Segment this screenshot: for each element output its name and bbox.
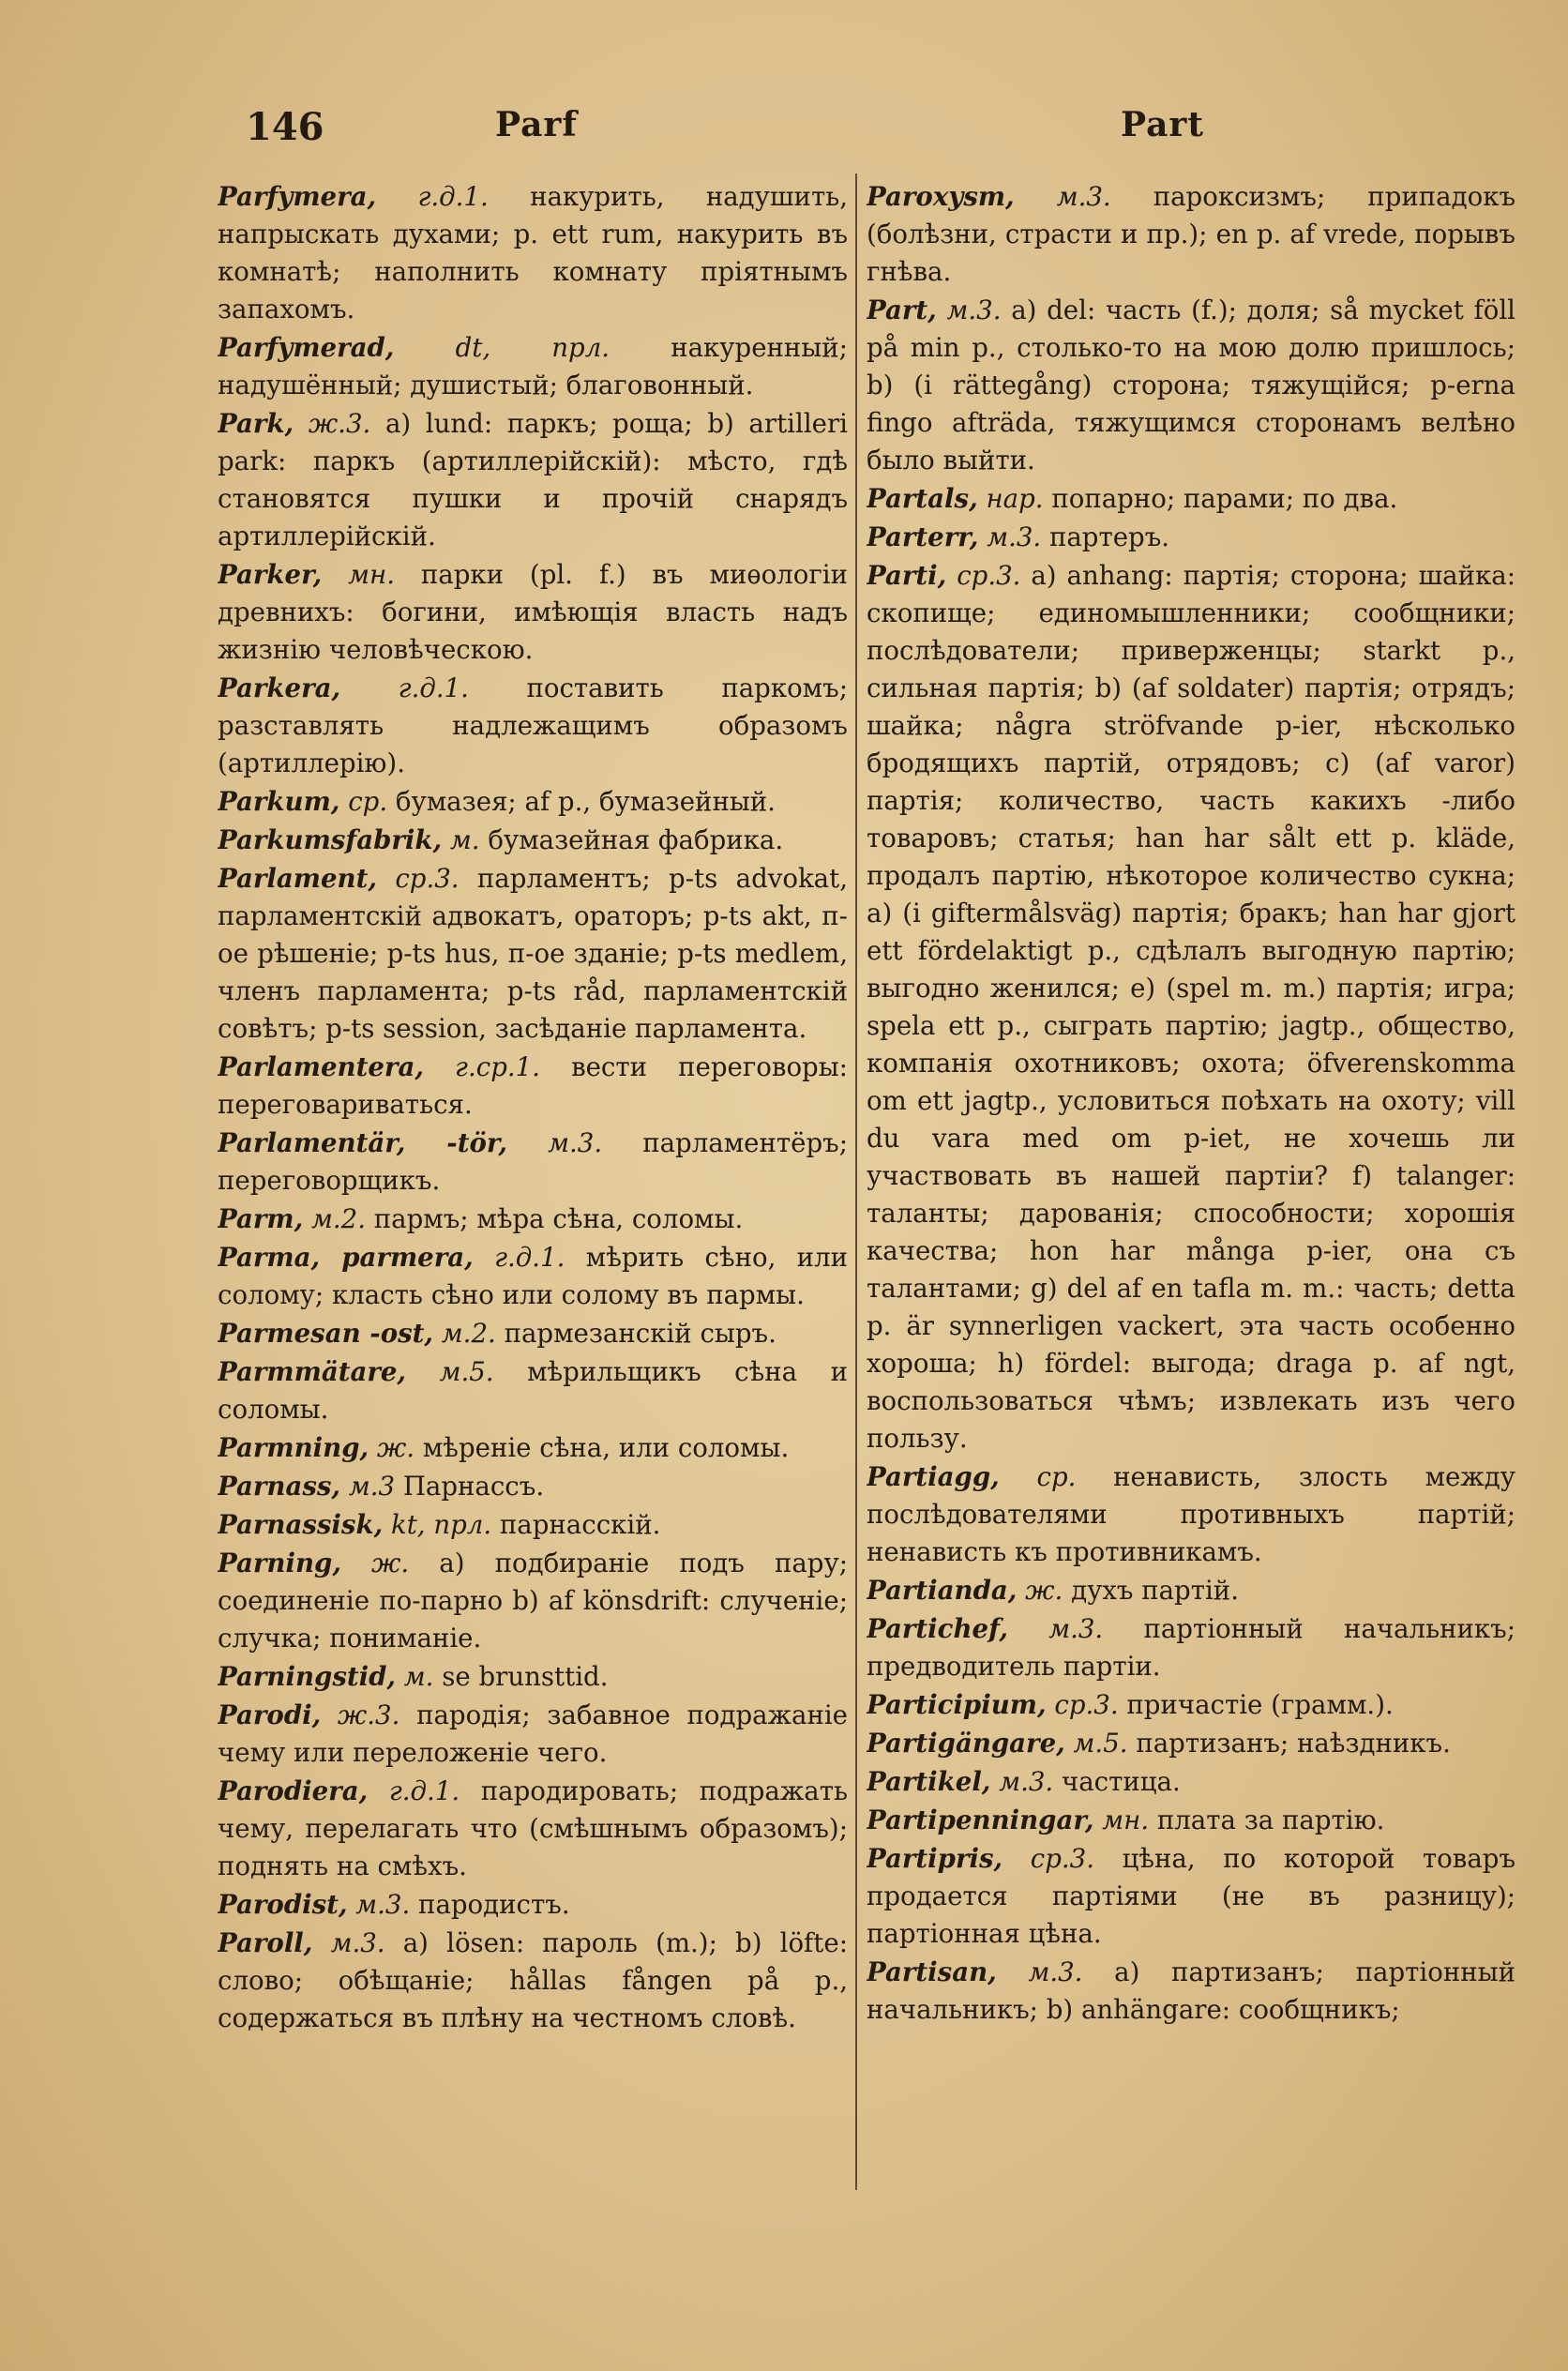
entry-grammar: нар. — [986, 483, 1044, 514]
dictionary-entry — [218, 1697, 848, 1772]
entry-headword: Partiagg, — [867, 1461, 1000, 1492]
entry-grammar: ср.3. — [395, 863, 460, 894]
entry-grammar: м.3 — [348, 1471, 396, 1502]
entry-definition: парламентёръ; переговорщикъ. — [218, 1127, 848, 1196]
entry-definition: плата за партію. — [1156, 1805, 1385, 1835]
entry-headword: Parmning, — [218, 1432, 369, 1463]
dictionary-entry — [218, 822, 848, 859]
entry-headword: Parfymerad, — [218, 332, 395, 363]
entry-headword: Parnass, — [218, 1471, 341, 1502]
dictionary-entry — [218, 1545, 848, 1657]
entry-grammar: м. — [403, 1661, 434, 1692]
entry-headword: Partigängare, — [867, 1728, 1065, 1759]
entry-headword: Parodist, — [218, 1889, 348, 1920]
entry-definition: бумазея; af p., бумазейный. — [395, 786, 776, 817]
dictionary-entry — [218, 1049, 848, 1124]
dictionary-entry — [867, 1725, 1515, 1762]
entry-grammar: м.3. — [1056, 181, 1111, 212]
entry-headword: Partipenningar, — [867, 1805, 1094, 1835]
dictionary-entry — [218, 670, 848, 782]
dictionary-entry — [867, 1802, 1515, 1839]
column-divider — [855, 174, 857, 2190]
entry-grammar: ср. — [348, 786, 388, 817]
entry-definition: вести переговоры: переговариваться. — [218, 1051, 848, 1120]
dictionary-entry — [867, 292, 1515, 479]
entry-grammar: м.5. — [1073, 1728, 1128, 1759]
entry-grammar: мн. — [348, 559, 395, 590]
entry-headword: Parkum, — [218, 786, 340, 817]
entry-headword: Partals, — [867, 483, 978, 514]
entry-headword: Parfymera, — [218, 181, 377, 212]
entry-grammar: г.д.1. — [494, 1242, 565, 1273]
entry-grammar: ж. — [376, 1432, 415, 1463]
entry-headword: Parm, — [218, 1203, 304, 1234]
entry-headword: Parmesan -ost, — [218, 1318, 434, 1349]
entry-grammar: м.3. — [999, 1766, 1054, 1797]
entry-headword: Parmmätare, — [218, 1356, 407, 1387]
dictionary-entry — [218, 1468, 848, 1505]
dictionary-entry — [867, 178, 1515, 291]
entry-definition: накурить, надушить, напрыскать духами; p. ett rum, накурить въ комнатѣ; наполнить комнату пріятнымъ запахомъ. — [218, 181, 848, 325]
entry-definition: пармезанскій сыръ. — [504, 1318, 776, 1349]
dictionary-entry — [867, 1610, 1515, 1685]
entry-headword: Participium, — [867, 1689, 1047, 1720]
entry-headword: Park, — [218, 408, 294, 439]
entry-headword: Parterr, — [867, 521, 979, 552]
dictionary-entry — [218, 405, 848, 555]
dictionary-entry — [218, 1506, 848, 1544]
entry-grammar: г.д.1. — [398, 672, 469, 703]
entry-grammar: ж.3. — [337, 1699, 400, 1730]
entry-headword: Parodiera, — [218, 1775, 369, 1806]
entry-grammar: г.д.1. — [417, 181, 489, 212]
dictionary-entry — [218, 329, 848, 404]
entry-definition: пародировать; подражать чему, перелагать что (смѣшнымъ образомъ); поднять на смѣхъ. — [218, 1775, 848, 1881]
entry-grammar: dt, прл. — [455, 332, 611, 363]
entry-definition: мѣреніе сѣна, или соломы. — [422, 1432, 790, 1463]
dictionary-entry — [218, 1353, 848, 1428]
entry-grammar: ср.3. — [1030, 1843, 1094, 1874]
entry-headword: Partichef, — [867, 1613, 1008, 1644]
entry-grammar: г.ср.1. — [455, 1051, 540, 1082]
dictionary-entry — [867, 1840, 1515, 1953]
entry-headword: Parkumsfabrik, — [218, 824, 443, 855]
page-number: 146 — [246, 105, 324, 149]
entry-grammar: м.3. — [1048, 1613, 1104, 1644]
entry-headword: Parnassisk, — [218, 1509, 384, 1540]
dictionary-entry — [218, 783, 848, 821]
entry-grammar: ж. — [371, 1548, 410, 1578]
entry-headword: Parkera, — [218, 672, 341, 703]
dictionary-entry — [867, 1954, 1515, 2029]
entry-definition: попарно; парами; по два. — [1051, 483, 1398, 514]
entry-definition: Парнассъ. — [402, 1471, 545, 1502]
entry-definition: партеръ. — [1048, 521, 1170, 552]
dictionary-entry — [218, 1315, 848, 1352]
entry-headword: Part, — [867, 294, 937, 325]
dictionary-entry — [218, 1429, 848, 1467]
entry-definition: a) anhang: партія; сторона; шайка: скопище; единомышленники; сообщники; послѣдователи; приверженцы; starkt p., сильная партія; b) (af soldater) партія; отрядъ; шайка; några ströfvande p-ier, нѣсколько бродящихъ партій, отрядовъ; c) (af varor) партія; количество, часть какихъ -либо товаровъ; статья; han har sålt ett p. kläde, продалъ партію, нѣкоторое количество сукна; a) (i giftermålsväg) партія; бракъ; han har gjort ett fördelaktigt p., сдѣлалъ выгодную партію; выгодно женился; e) (spel m. m.) партія; игра; spela ett p., сыграть партію; jagtp., общество, компанія охотниковъ; охота; öfverenskomma om ett jagtp., условиться поѣхать на охоту; vill du vara med om p-iet, не хочешь ли участвовать въ нашей партіи? f) talanger: таланты; дарованія; способности; хорошія качества; hon har många p-ier, она съ талантами; g) del af en tafla m. m.: часть; detta p. är synnerligen vackert, эта часть особенно хороша; h) fördel: выгода; draga p. af ngt, воспользоваться чѣмъ; извлекать изъ чего пользу. — [867, 560, 1515, 1454]
entry-definition: парнасскій. — [499, 1509, 661, 1540]
entry-headword: Partisan, — [867, 1956, 997, 1987]
entry-grammar: ж. — [1025, 1575, 1063, 1606]
entry-headword: Parning, — [218, 1548, 341, 1578]
entry-grammar: м.3. — [330, 1927, 385, 1958]
right-column — [867, 178, 1515, 2333]
dictionary-entry — [218, 178, 848, 328]
entry-headword: Parningstid, — [218, 1661, 396, 1692]
entry-definition: a) lund: паркъ; роща; b) artilleri park: паркъ (артиллерійскій): мѣсто, гдѣ становятся пушки и прочій снарядъ артиллерійскій. — [218, 408, 848, 551]
entry-definition: мѣрильщикъ сѣна и соломы. — [218, 1356, 848, 1425]
entry-grammar: мн. — [1102, 1805, 1150, 1835]
entry-headword: Paroll, — [218, 1927, 313, 1958]
entry-grammar: м.3. — [548, 1127, 603, 1158]
entry-headword: Partipris, — [867, 1843, 1003, 1874]
dictionary-entry — [867, 1686, 1515, 1724]
entry-definition: a) подбираніе подъ пару; соединеніе по-парно b) af könsdrift: слученіе; случка; пониманіе. — [218, 1548, 848, 1654]
entry-grammar: м. — [449, 824, 480, 855]
dictionary-entry — [218, 1925, 848, 2037]
entry-definition: a) lösen: пароль (m.); b) löfte: слово; обѣщаніе; hållas fången på p., содержаться въ плѣну на честномъ словѣ. — [218, 1927, 848, 2033]
entry-definition: причастіе (грамм.). — [1126, 1689, 1394, 1720]
entry-headword: Partianda, — [867, 1575, 1018, 1606]
entry-definition: партизанъ; наѣздникъ. — [1136, 1728, 1451, 1759]
dictionary-entry — [867, 1572, 1515, 1609]
dictionary-entry — [867, 1458, 1515, 1571]
entry-definition: партіонный начальникъ; предводитель партіи. — [867, 1613, 1515, 1682]
dictionary-entry — [218, 1773, 848, 1885]
dictionary-entry — [218, 1125, 848, 1200]
entry-definition: парки (pl. f.) въ миѳологіи древнихъ: богини, имѣющія власть надъ жизнію человѣческою. — [218, 559, 848, 665]
dictionary-entry — [218, 556, 848, 669]
entry-headword: Parlamentär, -tör, — [218, 1127, 508, 1158]
entry-definition: a) партизанъ; партіонный начальникъ; b) anhängare: сообщникъ; — [867, 1956, 1515, 2025]
entry-definition: пародія; забавное подражаніе чему или переложеніе чего. — [218, 1699, 848, 1768]
running-head-left: Parf — [495, 105, 578, 144]
entry-headword: Paroxysm, — [867, 181, 1015, 212]
dictionary-entry — [218, 860, 848, 1048]
entry-headword: Parker, — [218, 559, 323, 590]
entry-grammar: м.3. — [355, 1889, 411, 1920]
dictionary-entry — [218, 1658, 848, 1696]
entry-definition: цѣна, по которой товаръ продается партіями (не въ разницу); партіонная цѣна. — [867, 1843, 1515, 1949]
entry-grammar: м.3. — [1028, 1956, 1083, 1987]
dictionary-entry — [218, 1201, 848, 1238]
entry-definition: пароксизмъ; припадокъ (болѣзни, страсти и пр.); en p. af vrede, порывъ гнѣва. — [867, 181, 1515, 287]
entry-grammar: м.2. — [311, 1203, 366, 1234]
entry-grammar: м.2. — [441, 1318, 496, 1349]
entry-grammar: м.3. — [987, 521, 1042, 552]
dictionary-entry — [867, 480, 1515, 518]
entry-headword: Parlamentera, — [218, 1051, 424, 1082]
entry-definition: мѣрить сѣно, или солому; класть сѣно или солому въ пармы. — [218, 1242, 848, 1310]
entry-definition: пармъ; мѣра сѣна, соломы. — [373, 1203, 744, 1234]
entry-grammar: ж.3. — [308, 408, 371, 439]
entry-definition: духъ партій. — [1071, 1575, 1239, 1606]
entry-headword: Partikel, — [867, 1766, 991, 1797]
entry-definition: парламентъ; p-ts advokat, парламентскій адвокатъ, ораторъ; p-ts akt, п-ое рѣшеніе; p-ts hus, п-ое зданіе; p-ts medlem, членъ парламента; p-ts råd, парламентскій совѣтъ; p-ts session, засѣданіе парламента. — [218, 863, 848, 1044]
dictionary-entry — [218, 1886, 848, 1924]
entry-headword: Parti, — [867, 560, 947, 591]
entry-definition: бумазейная фабрика. — [488, 824, 784, 855]
entry-definition: накуренный; надушённый; душистый; благовонный. — [218, 332, 848, 400]
dictionary-entry — [218, 1239, 848, 1314]
entry-grammar: ср.3. — [1054, 1689, 1119, 1720]
entry-grammar: г.д.1. — [388, 1775, 460, 1806]
entry-definition: поставить паркомъ; разставлять надлежащимъ образомъ (артиллерію). — [218, 672, 848, 778]
entry-headword: Parodi, — [218, 1699, 322, 1730]
entry-grammar: м.3. — [946, 294, 1002, 325]
dictionary-entry — [867, 557, 1515, 1457]
entry-headword: Parlament, — [218, 863, 377, 894]
entry-grammar: kt, прл. — [390, 1509, 492, 1540]
left-column — [218, 178, 848, 2333]
entry-definition: ненависть, злость между послѣдователями противныхъ партій; ненависть къ противникамъ. — [867, 1461, 1515, 1567]
running-head-right: Part — [1121, 105, 1205, 144]
entry-grammar: м.5. — [439, 1356, 494, 1387]
entry-grammar: ср.3. — [957, 560, 1021, 591]
entry-definition: пародистъ. — [418, 1889, 570, 1920]
dictionary-entry — [867, 1763, 1515, 1801]
dictionary-entry — [867, 519, 1515, 556]
entry-definition: частица. — [1061, 1766, 1181, 1797]
entry-definition: a) del: часть (f.); доля; så mycket föll på min p., столько-то на мою долю пришлось; b) (i rättegång) сторона; тяжущійся; p-erna fingo afträda, тяжущимся сторонамъ велѣно было выйти. — [867, 294, 1515, 476]
entry-definition: se brunsttid. — [442, 1661, 609, 1692]
entry-headword: Parma, parmera, — [218, 1242, 474, 1273]
entry-grammar: ср. — [1036, 1461, 1077, 1492]
